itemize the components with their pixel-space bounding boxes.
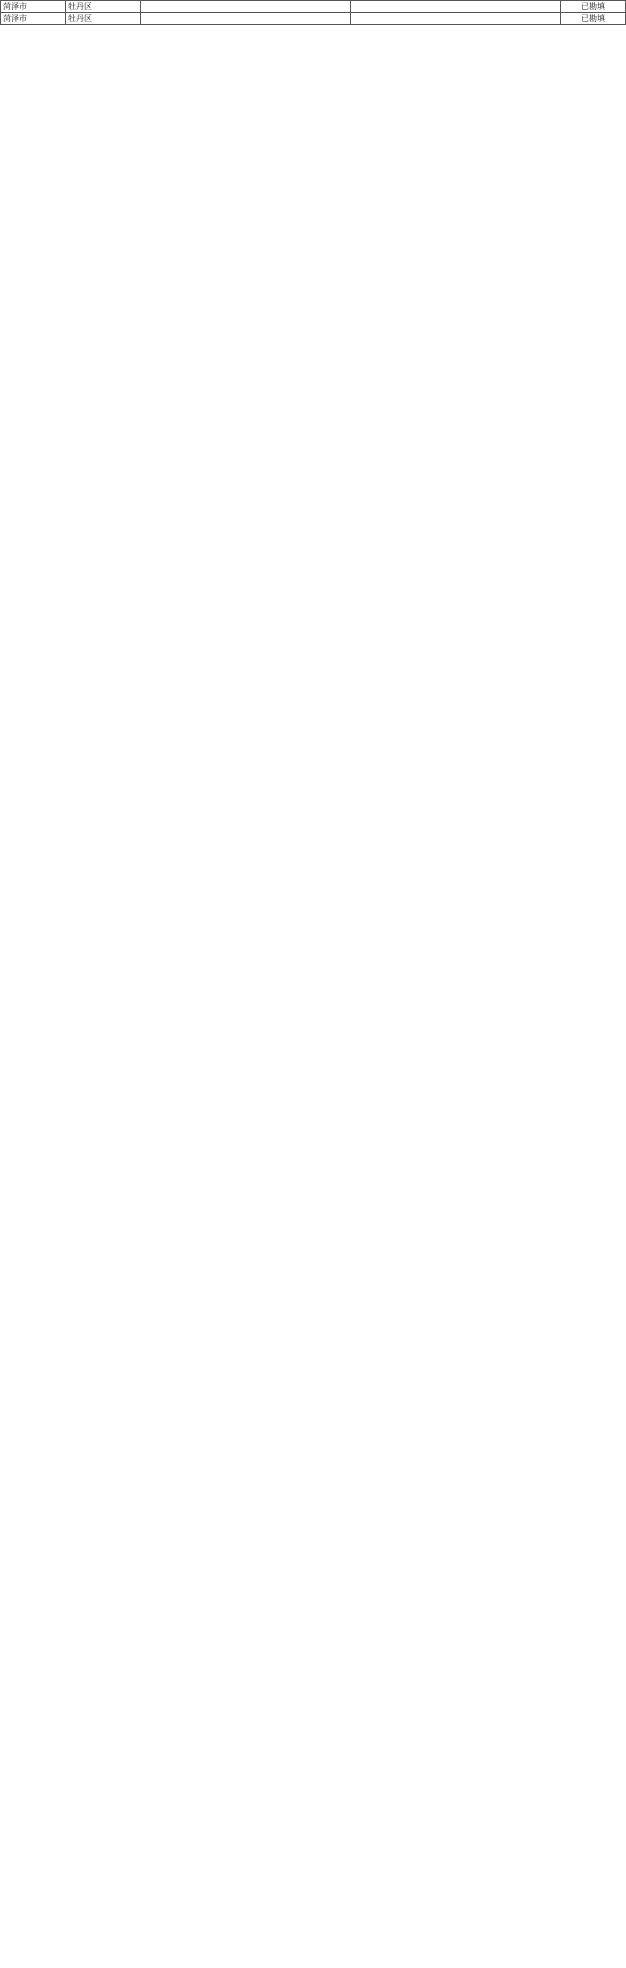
district-cell: 牡丹区: [66, 1, 141, 13]
kindergarten-table: [0, 0, 626, 25]
district-cell: 牡丹区: [66, 13, 141, 25]
table-row: [1, 13, 626, 25]
kindergarten-name-cell: [141, 1, 351, 13]
status-cell: 已勘填: [561, 1, 626, 13]
address-cell: [351, 1, 561, 13]
city-cell: 菏泽市: [1, 1, 66, 13]
status-cell: 已勘填: [561, 13, 626, 25]
city-cell: 菏泽市: [1, 13, 66, 25]
kindergarten-name-cell: [141, 13, 351, 25]
address-cell: [351, 13, 561, 25]
table-body: [1, 1, 626, 25]
table-row: [1, 1, 626, 13]
